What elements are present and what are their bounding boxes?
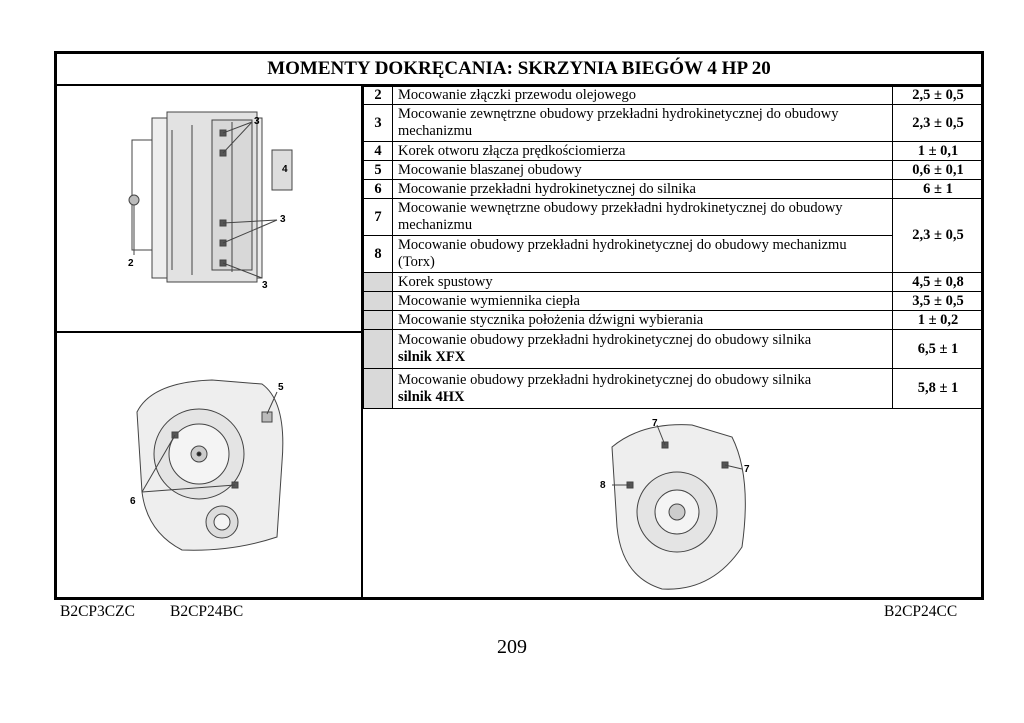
row-number: 3 [364,105,393,142]
page-title: MOMENTY DOKRĘCANIA: SKRZYNIA BIEGÓW 4 HP 20 [57,54,981,86]
row-number [364,292,393,311]
row-value: 1 ± 0,1 [893,142,984,161]
callout-label: 3 [280,214,286,225]
row-number [364,311,393,330]
row-engine-label: silnik XFX [398,349,466,365]
row-value: 0,6 ± 0,1 [893,161,984,180]
gearbox-housing-figure [582,417,772,597]
row-description-text: Mocowanie obudowy przekładni hydrokinetycznej do obudowy silnika [398,332,812,348]
row-value: 2,3 ± 0,5 [893,199,984,273]
table-row [364,161,984,180]
callout-label: 8 [600,480,606,491]
callout-label: 5 [278,382,284,393]
row-description: Mocowanie przekładni hydrokinetycznej do silnika [393,180,893,199]
row-value: 6,5 ± 1 [893,330,984,369]
row-description [393,369,893,409]
gearbox-front-view-figure [112,372,312,562]
row-number: 8 [364,236,393,273]
row-number [364,330,393,369]
row-description: Korek spustowy [393,273,893,292]
page-number: 209 [497,636,527,658]
table-row [364,330,984,369]
row-value: 2,5 ± 0,5 [893,87,984,105]
callout-label: 7 [652,418,658,429]
callout-label: 6 [130,496,136,507]
row-description [393,330,893,369]
table-row [364,180,984,199]
row-value: 4,5 ± 0,8 [893,273,984,292]
table-row [364,236,984,273]
gearbox-side-view-figure [112,110,312,300]
row-description: Mocowanie złączki przewodu olejowego [393,87,893,105]
table-row [364,273,984,292]
table-row [364,292,984,311]
row-value: 6 ± 1 [893,180,984,199]
row-value: 3,5 ± 0,5 [893,292,984,311]
figure-caption: B2CP24BC [170,603,244,620]
row-description: Korek otworu złącza prędkościomierza [393,142,893,161]
row-number: 5 [364,161,393,180]
row-description: Mocowanie wewnętrzne obudowy przekładni hydrokinetycznej do obudowy mechanizmu [393,199,893,236]
row-description: Mocowanie blaszanej obudowy [393,161,893,180]
row-number [364,273,393,292]
callout-label: 3 [254,116,260,127]
row-description: Mocowanie obudowy przekładni hydrokinetycznej do obudowy mechanizmu (Torx) [393,236,893,273]
table-row [364,105,984,142]
callout-label: 2 [128,258,134,269]
row-value: 2,3 ± 0,5 [893,105,984,142]
row-value: 1 ± 0,2 [893,311,984,330]
row-engine-label: silnik 4HX [398,388,465,405]
row-number: 6 [364,180,393,199]
row-description: Mocowanie wymiennika ciepła [393,292,893,311]
row-number [364,369,393,409]
figure-divider [57,331,361,333]
callout-label: 4 [282,164,288,175]
row-description-text: Mocowanie obudowy przekładni hydrokinetycznej do obudowy silnika [398,371,812,388]
table-row [364,87,984,105]
figure-caption: B2CP24CC [884,603,958,620]
row-number: 2 [364,87,393,105]
table-row [364,369,984,409]
row-value: 5,8 ± 1 [893,369,984,409]
table-row [364,142,984,161]
callout-label: 3 [262,280,268,291]
torque-table [363,86,984,409]
row-number: 7 [364,199,393,236]
row-number: 4 [364,142,393,161]
document-frame [54,51,984,600]
callout-label: 7 [744,464,750,475]
figure-caption: B2CP3CZC [60,603,135,620]
row-description: Mocowanie stycznika położenia dźwigni wybierania [393,311,893,330]
table-row [364,199,984,236]
table-row [364,311,984,330]
row-description: Mocowanie zewnętrzne obudowy przekładni hydrokinetycznej do obudowy mechanizmu [393,105,893,142]
